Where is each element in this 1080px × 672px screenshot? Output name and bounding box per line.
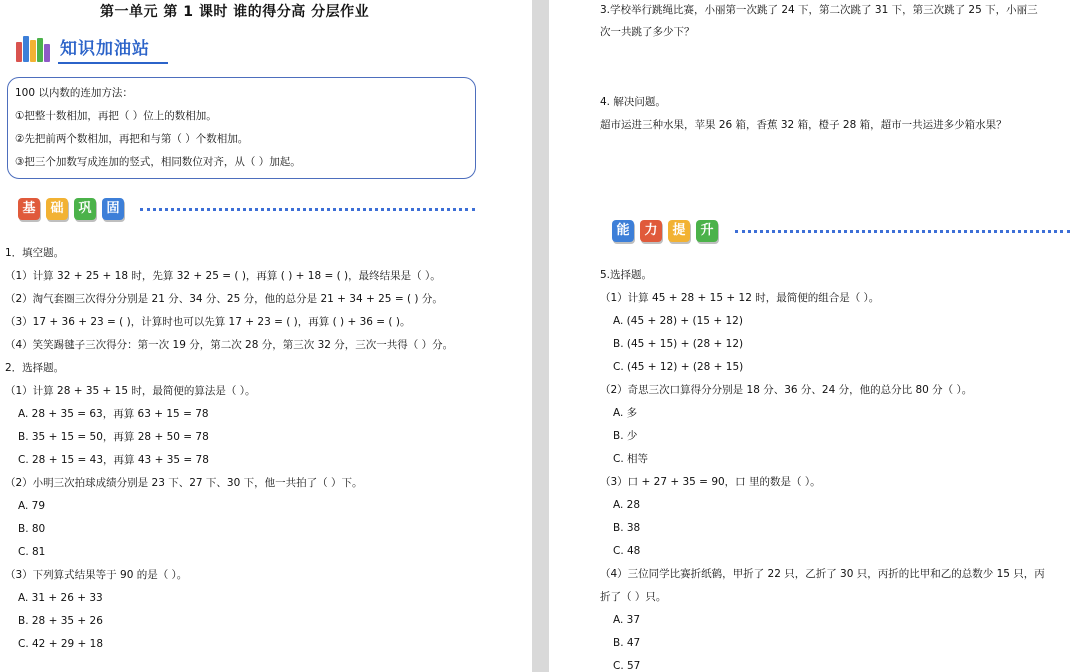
option-line: C. 81 (18, 546, 46, 558)
badge-tile: 能 (612, 220, 634, 242)
question-line: 5.选择题。 (600, 269, 653, 281)
option-line: B. 47 (613, 637, 641, 649)
worksheet-page-left (0, 0, 532, 672)
option-line: B. 38 (613, 522, 641, 534)
question-line: （3）下列算式结果等于 90 的是（ ）。 (5, 569, 188, 581)
basic-consolidation-badge (18, 198, 138, 224)
option-line: A. 多 (613, 407, 638, 419)
option-line: C. 28 + 15 = 43，再算 43 + 35 = 78 (18, 454, 209, 466)
question-line: 1．填空题。 (5, 247, 65, 259)
option-line: A. 31 + 26 + 33 (18, 592, 103, 604)
option-line: B. (45 + 15) + (28 + 12) (613, 338, 744, 350)
option-line: A. 28 + 35 = 63，再算 63 + 15 = 78 (18, 408, 209, 420)
option-line: C. 57 (613, 660, 641, 672)
page-title: 第一单元 第 1 课时 谁的得分高 分层作业 (100, 4, 370, 20)
question-line: 超市运进三种水果，苹果 26 箱，香蕉 32 箱，橙子 28 箱，超市一共运进多少箱水果？ (600, 119, 1007, 131)
dotted-divider (140, 208, 475, 211)
question-line: （1）计算 32 + 25 + 18 时，先算 32 + 25 = ( )，再算 ( ) + 18 = ( )，最终结果是（ ）。 (5, 270, 441, 282)
question-line: 折了（ ）只。 (600, 591, 667, 603)
question-line: 3.学校举行跳绳比赛，小丽第一次跳了 24 下，第二次跳了 31 下，第三次跳了 25 下，小丽三 (600, 4, 1038, 16)
question-line: （1）计算 45 + 28 + 15 + 12 时，最简便的组合是（ ）。 (600, 292, 880, 304)
heading-underline (58, 62, 168, 64)
badge-tile: 巩 (74, 198, 96, 220)
question-line: 2．选择题。 (5, 362, 65, 374)
question-line: （2）淘气套圈三次得分分别是 21 分、34 分、25 分，他的总分是 21 + 34 + 25 = ( ) 分。 (5, 293, 443, 305)
question-line: （2）奇思三次口算得分分别是 18 分、36 分、24 分，他的总分比 80 分（ ）。 (600, 384, 973, 396)
question-line: （3）17 + 36 + 23 = ( )，计算时也可以先算 17 + 23 = ( )，再算 ( ) + 36 = ( )。 (5, 316, 411, 328)
badge-tile: 基 (18, 198, 40, 220)
badge-tile: 础 (46, 198, 68, 220)
option-line: B. 35 + 15 = 50，再算 28 + 50 = 78 (18, 431, 209, 443)
question-line: （3）口 + 27 + 35 = 90，口 里的数是（ ）。 (600, 476, 821, 488)
knowledge-line: 100 以内数的连加方法： (15, 87, 133, 99)
worksheet-page-right (549, 0, 1080, 672)
badge-tile: 升 (696, 220, 718, 242)
knowledge-line: ②先把前两个数相加，再把和与第（ ）个数相加。 (15, 133, 249, 145)
question-line: （4）三位同学比赛折纸鹤，甲折了 22 只，乙折了 30 只，丙折的比甲和乙的总数少 15 只，丙 (600, 568, 1045, 580)
badge-tile: 提 (668, 220, 690, 242)
option-line: C. (45 + 12) + (28 + 15) (613, 361, 744, 373)
option-line: C. 42 + 29 + 18 (18, 638, 104, 650)
question-line: 次一共跳了多少下？ (600, 26, 695, 38)
knowledge-line: ①把整十数相加，再把（ ）位上的数相加。 (15, 110, 217, 122)
question-line: （4）笑笑踢毽子三次得分：第一次 19 分，第二次 28 分，第三次 32 分，三次一共得（ ）分。 (5, 339, 454, 351)
knowledge-line: ③把三个加数写成连加的竖式，相同数位对齐，从（ ）加起。 (15, 156, 301, 168)
option-line: A. 28 (613, 499, 641, 511)
question-line: （2）小明三次拍球成绩分别是 23 下、27 下、30 下，他一共拍了（ ）下。 (5, 477, 363, 489)
books-icon (16, 36, 52, 62)
option-line: A. 37 (613, 614, 641, 626)
question-line: （1）计算 28 + 35 + 15 时，最简便的算法是（ ）。 (5, 385, 256, 397)
badge-tile: 力 (640, 220, 662, 242)
knowledge-station-heading: 知识加油站 (60, 39, 150, 59)
question-line: 4. 解决问题。 (600, 96, 666, 108)
option-line: B. 28 + 35 + 26 (18, 615, 103, 627)
badge-tile: 固 (102, 198, 124, 220)
option-line: C. 相等 (613, 453, 649, 465)
option-line: A. 79 (18, 500, 46, 512)
option-line: B. 80 (18, 523, 46, 535)
option-line: B. 少 (613, 430, 638, 442)
option-line: C. 48 (613, 545, 641, 557)
option-line: A. (45 + 28) + (15 + 12) (613, 315, 743, 327)
ability-improvement-badge (612, 220, 732, 246)
dotted-divider (735, 230, 1070, 233)
